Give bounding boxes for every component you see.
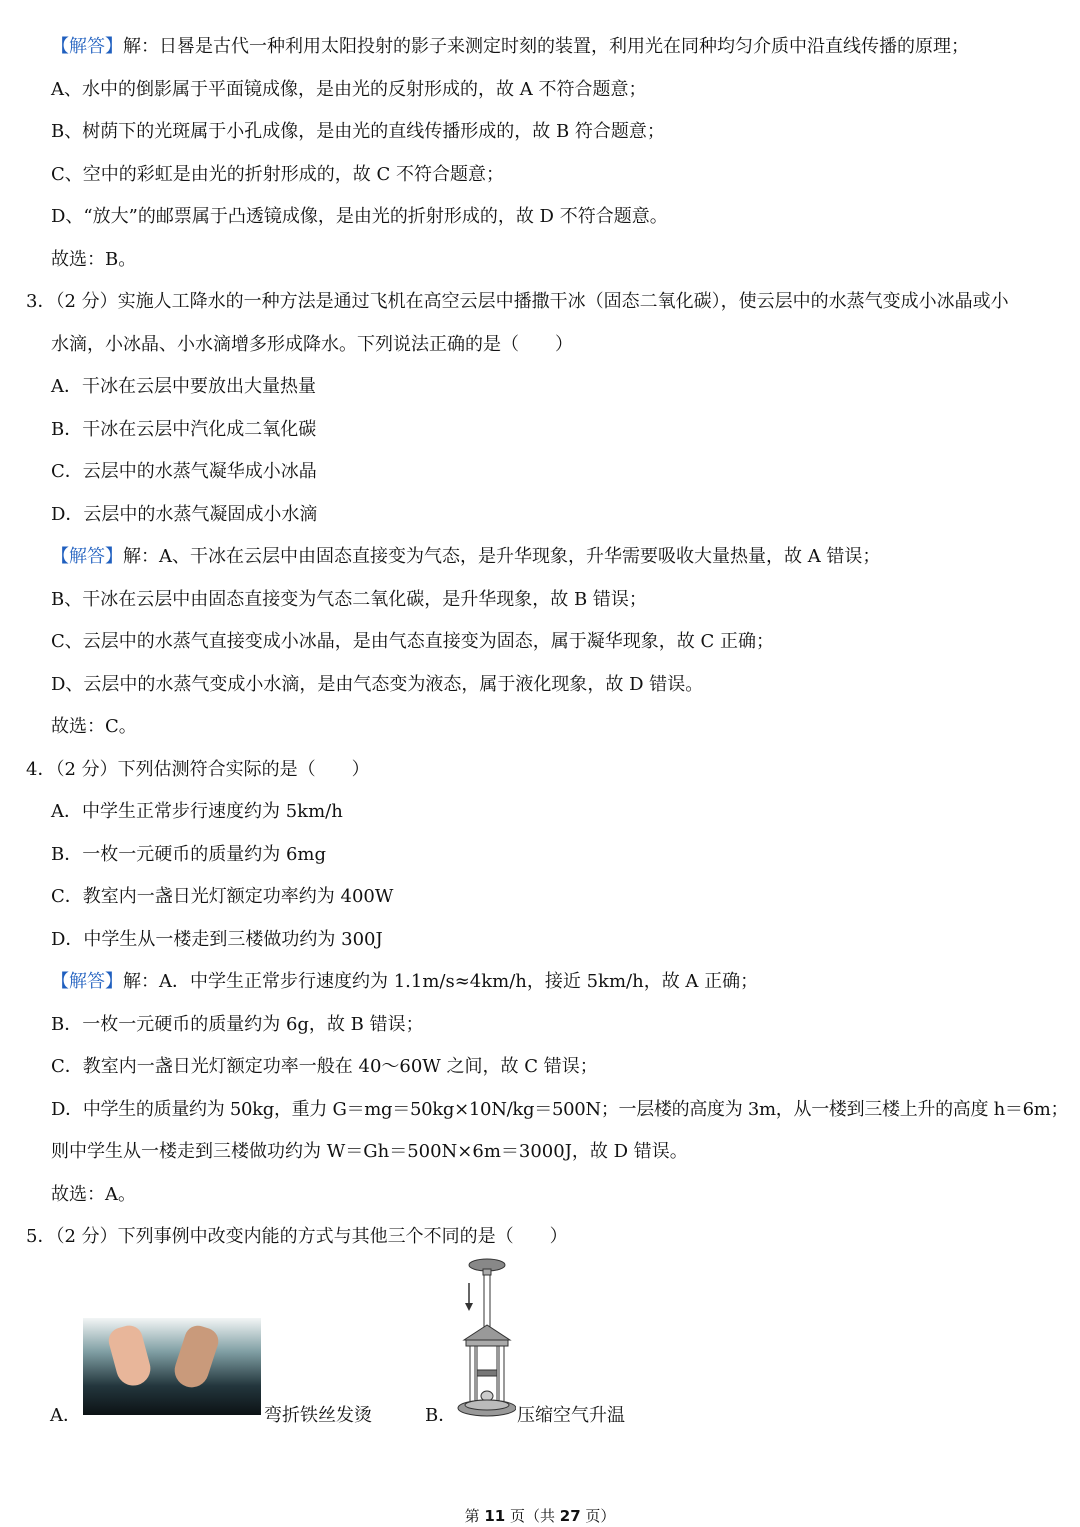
text-line: D．中学生的质量约为 50kg，重力 G＝mg＝50kg×10N/kg＝500N；一层楼的高度为 3m，从一楼到三楼上升的高度 h＝6m； xyxy=(51,1098,1069,1120)
question-4: 4．（2 分）下列估测符合实际的是（ ） xyxy=(26,758,370,780)
line-text: 解：日晷是古代一种利用太阳投射的影子来测定时刻的装置，利用光在同种均匀介质中沿直线传播的原理； xyxy=(123,36,969,57)
option-b-caption: 压缩空气升温 xyxy=(517,1405,625,1426)
line-text: 解：A．中学生正常步行速度约为 1.1m/s≈4km/h，接近 5km/h，故 A 正确； xyxy=(123,971,759,992)
option-a-caption: 弯折铁丝发烫 xyxy=(264,1405,372,1426)
option-b-label: B． xyxy=(425,1405,457,1426)
text-line: B、干冰在云层中由固态直接变为气态二氧化碳，是升华现象，故 B 错误； xyxy=(51,588,647,610)
option-a-label: A． xyxy=(50,1405,81,1426)
question-5: 5．（2 分）下列事例中改变内能的方式与其他三个不同的是（ ） xyxy=(26,1226,568,1247)
left-hand-shape xyxy=(106,1323,154,1390)
option-d: D．中学生从一楼走到三楼做功约为 300J xyxy=(51,928,383,950)
answer-label: 【解答】 xyxy=(51,546,123,567)
text-line: D、“放大”的邮票属于凸透镜成像，是由光的折射形成的，故 D 不符合题意。 xyxy=(51,206,668,227)
question-3-cont: 水滴，小冰晶、小水滴增多形成降水。下列说法正确的是（ ） xyxy=(51,333,573,355)
air-compression-apparatus-illustration xyxy=(452,1255,516,1423)
choice-line: 故选：C。 xyxy=(51,716,137,737)
text-line: D、云层中的水蒸气变成小水滴，是由气态变为液态，属于液化现象，故 D 错误。 xyxy=(51,673,704,695)
option-c: C．教室内一盏日光灯额定功率约为 400W xyxy=(51,886,394,907)
option-c: C．云层中的水蒸气凝华成小冰晶 xyxy=(51,461,317,482)
question-3: 3．（2 分）实施人工降水的一种方法是通过飞机在高空云层中播撒干冰（固态二氧化碳），使云层中的水蒸气变成小冰晶或小 xyxy=(26,291,1009,312)
text-line: C、云层中的水蒸气直接变成小冰晶，是由气态直接变为固态，属于凝华现象，故 C 正确； xyxy=(51,631,774,652)
answer-line xyxy=(0,536,1080,579)
line-text: 解：A、干冰在云层中由固态直接变为气态，是升华现象，升华需要吸收大量热量，故 A 错误； xyxy=(123,546,881,567)
text-line: B．一枚一元硬币的质量约为 6g，故 B 错误； xyxy=(51,1013,424,1035)
option-a: A．中学生正常步行速度约为 5km/h xyxy=(51,801,343,822)
option-d: D．云层中的水蒸气凝固成小水滴 xyxy=(51,503,318,525)
text-line: C．教室内一盏日光灯额定功率一般在 40～60W 之间，故 C 错误； xyxy=(51,1056,598,1077)
footer-text: 页） xyxy=(580,1507,616,1525)
page-footer xyxy=(0,1505,1080,1526)
total-pages: 27 xyxy=(559,1507,581,1525)
footer-text: 页（共 xyxy=(505,1507,560,1525)
answer-label: 【解答】 xyxy=(51,971,123,992)
option-a: A．干冰在云层中要放出大量热量 xyxy=(51,376,316,397)
choice-line: 故选：A。 xyxy=(51,1183,136,1205)
question-5-figures xyxy=(0,1255,1080,1435)
answer-line xyxy=(0,961,1080,1004)
footer-text: 第 xyxy=(464,1507,485,1525)
text-line: 则中学生从一楼走到三楼做功约为 W＝Gh＝500N×6m＝3000J，故 D 错误。 xyxy=(51,1141,688,1162)
text-line: B、树荫下的光斑属于小孔成像，是由光的直线传播形成的，故 B 符合题意； xyxy=(51,121,665,142)
document-body xyxy=(0,26,1080,1259)
answer-line xyxy=(0,26,1080,69)
text-line: C、空中的彩虹是由光的折射形成的，故 C 不符合题意； xyxy=(51,163,504,185)
page-number: 11 xyxy=(484,1507,506,1525)
text-line: A、水中的倒影属于平面镜成像，是由光的反射形成的，故 A 不符合题意； xyxy=(51,78,647,100)
option-b: B．一枚一元硬币的质量约为 6mg xyxy=(51,843,326,865)
choice-line: 故选：B。 xyxy=(51,248,137,270)
right-hand-shape xyxy=(170,1322,221,1391)
answer-label: 【解答】 xyxy=(51,36,123,57)
bending-wire-photo xyxy=(83,1318,261,1415)
option-b: B．干冰在云层中汽化成二氧化碳 xyxy=(51,418,317,440)
